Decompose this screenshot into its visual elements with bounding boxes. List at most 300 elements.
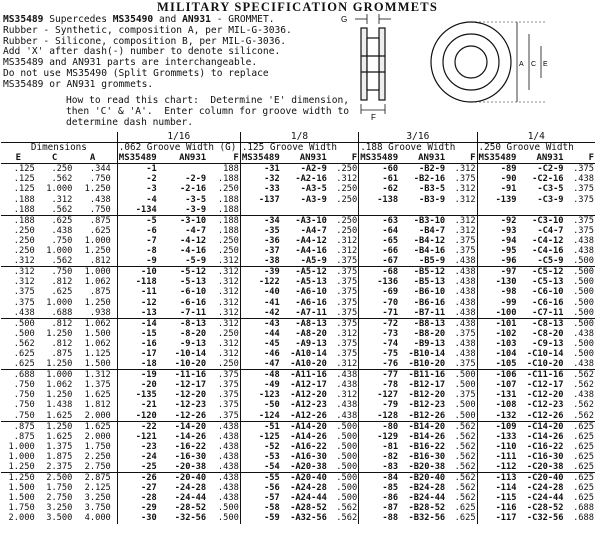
groove-f: .500 (454, 410, 476, 421)
an-part: -C4-7 (537, 225, 564, 236)
dim-e: .625 (13, 348, 35, 359)
howto-line: How to read this chart: Determine 'E' dimension, (66, 95, 350, 106)
an-part: -20-40 (158, 473, 207, 484)
an-part: -A11-16 (281, 370, 328, 381)
ms-dash: -15 (117, 329, 157, 339)
groove-f: .438 (446, 267, 477, 278)
ms-dash: -127 (359, 390, 399, 400)
size-3-16: 3/16 (359, 132, 477, 143)
ms-dash: -108 (477, 400, 517, 410)
ms-dash: -123 (240, 390, 280, 400)
groove-f: .500 (336, 462, 358, 472)
ms-dash: -46 (240, 349, 280, 359)
ms-dash: -27 (117, 483, 157, 493)
dim-e: .375 (13, 297, 35, 308)
groove-f: .312 (446, 164, 477, 175)
groove-f: .562 (336, 513, 358, 524)
an-part: -A24-44 (290, 493, 327, 504)
an-part: -A8-13 (281, 318, 328, 329)
ms-dash: -63 (359, 215, 399, 226)
table-row (1, 318, 595, 329)
table-row (1, 411, 595, 422)
ms-dash: -130 (477, 277, 517, 287)
groove-f: .375 (328, 267, 359, 278)
dim-e: .562 (13, 338, 35, 349)
an-part: -B28-52 (408, 503, 446, 514)
ms-dash: -76 (359, 359, 399, 370)
an-part (281, 205, 328, 216)
groove-f: .312 (454, 225, 476, 236)
ms-dash: -85 (359, 483, 399, 493)
dim-e: 1.250 (1, 473, 36, 484)
table-row (1, 473, 595, 484)
groove-f (565, 205, 595, 216)
ms-dash: -92 (477, 215, 517, 226)
dim-e: .750 (13, 390, 35, 401)
col-an: AN931 (418, 153, 446, 164)
an-part: -A12-23 (290, 400, 327, 411)
groove-f: .438 (336, 380, 358, 391)
an-part: -9-13 (180, 338, 207, 349)
an-part: -A20-38 (290, 462, 327, 472)
ms-dash: -18 (117, 359, 157, 370)
an-part: -A4-12 (295, 235, 327, 246)
groove-f: .500 (573, 307, 594, 318)
groove-f: .312 (336, 359, 358, 370)
groove-f: .562 (573, 410, 594, 421)
dim-c: .812 (51, 277, 73, 288)
an-part: -24-28 (174, 483, 207, 494)
dim-c: 1.062 (46, 380, 73, 391)
ms-dash: -66 (359, 246, 399, 256)
an-part: -C2-9 (517, 164, 564, 175)
groove-f: .312 (336, 174, 358, 185)
groove-f: .500 (573, 256, 594, 267)
ms-dash: -55 (240, 473, 280, 484)
col-c: C (51, 153, 58, 164)
an-part: -C9-13 (532, 338, 564, 349)
groove-f: .250 (217, 246, 239, 257)
dim-c: 1.250 (46, 328, 73, 339)
ms-dash: -37 (240, 246, 280, 256)
ms-dash: -23 (117, 442, 157, 452)
dim-a: 1.000 (73, 267, 117, 278)
col-an: AN931 (299, 153, 327, 164)
dim-c: .312 (51, 194, 73, 205)
an-part: -A28-52 (290, 503, 327, 514)
groove-f: .250 (217, 359, 239, 370)
ms-dash: -19 (117, 370, 157, 381)
dim-a: 1.250 (84, 297, 111, 308)
groove-f: .500 (565, 318, 595, 329)
col-ms: MS35489 (478, 153, 517, 164)
groove-f: .250 (328, 164, 359, 175)
table-row (1, 462, 595, 473)
an-part: -14-20 (158, 421, 207, 432)
ms-dash: -97 (477, 267, 517, 278)
groove-f: .438 (207, 421, 240, 432)
ms-dash: -117 (477, 513, 517, 523)
an-part: -20-38 (174, 462, 207, 472)
an-part: -A4-7 (300, 225, 327, 236)
ms-dash: -10 (117, 267, 157, 278)
groove-f: .375 (336, 338, 358, 349)
table-row (1, 493, 595, 503)
groove-f: .375 (454, 390, 476, 401)
dim-e: .188 (1, 215, 36, 226)
table-row (1, 442, 595, 452)
ms-dash: -70 (359, 298, 399, 308)
an-part: -B14-26 (408, 431, 446, 442)
groove-width-heading: .250 Groove Width (477, 143, 595, 154)
groove-f: .375 (217, 410, 239, 421)
groove-f: .188 (217, 174, 239, 185)
ms-dash: -129 (359, 432, 399, 442)
an-part: -32-56 (174, 513, 207, 524)
groove-f: .500 (336, 441, 358, 452)
ms-dash: -53 (240, 452, 280, 462)
ms-dash: -122 (240, 277, 280, 287)
table-row (1, 503, 595, 513)
ms-dash: -51 (240, 421, 280, 432)
groove-f: .625 (565, 473, 595, 484)
an-part: -5-9 (185, 256, 207, 267)
ms-dash: -5 (117, 215, 157, 226)
an-part: -B10-14 (408, 348, 446, 359)
ms-dash: -109 (477, 421, 517, 432)
col-ms: MS35489 (360, 153, 399, 164)
dim-e: 2.000 (8, 513, 35, 524)
table-row (1, 390, 595, 400)
ms-dash: -38 (240, 256, 280, 267)
an-part: -14-26 (174, 431, 207, 442)
an-part: -5-13 (180, 277, 207, 288)
groove-f: .375 (565, 215, 595, 226)
groove-f: .438 (207, 473, 240, 484)
an-part: -C6-10 (532, 287, 564, 298)
an-part (517, 205, 564, 216)
dim-a: .750 (89, 174, 111, 185)
an-part: -C7-11 (532, 307, 564, 318)
ms-dash: -7 (117, 236, 157, 246)
ms-dash: -12 (117, 298, 157, 308)
ms-dash: -52 (240, 442, 280, 452)
dim-e: .312 (13, 277, 35, 288)
dim-a: 1.062 (84, 338, 111, 349)
groove-f (328, 205, 359, 216)
ms-dash: -33 (240, 184, 280, 194)
groove-f: .438 (454, 277, 476, 288)
an-part: -A16-30 (290, 451, 327, 462)
groove-f: .438 (446, 318, 477, 329)
dim-a: 1.625 (84, 390, 111, 401)
an-part: -C12-26 (526, 410, 564, 421)
groove-f: .375 (336, 256, 358, 267)
groove-f: .375 (454, 235, 476, 246)
an-part: -A7-11 (295, 307, 327, 318)
dim-c: 3.500 (46, 513, 73, 524)
dim-e: .312 (1, 267, 36, 278)
an-part: -3-5 (185, 194, 207, 205)
note-text: - GROMMET. (210, 14, 275, 25)
groove-f: .375 (454, 174, 476, 185)
ms-dash: -118 (117, 277, 157, 287)
ms-dash: -20 (117, 380, 157, 390)
ms-dash: -125 (240, 432, 280, 442)
dim-e: 1.500 (8, 493, 35, 504)
label-f: F (371, 113, 376, 122)
ms-dash: -81 (359, 442, 399, 452)
grommet-spec-table (1, 132, 595, 524)
groove-f: .375 (336, 297, 358, 308)
groove-f: .500 (454, 380, 476, 391)
dim-a: 1.000 (84, 235, 111, 246)
ms-dash: -136 (359, 277, 399, 287)
ms-dash: -54 (240, 462, 280, 473)
dim-c: 1.250 (46, 359, 73, 370)
ms-dash: -4 (117, 195, 157, 205)
an-part: -C11-16 (517, 370, 564, 381)
groove-f: .438 (217, 441, 239, 452)
an-part: -B32-56 (408, 513, 446, 524)
dim-a: 3.250 (84, 493, 111, 504)
an-part: -7-11 (180, 307, 207, 318)
groove-f: .500 (328, 421, 359, 432)
an-part: -2-16 (180, 184, 207, 195)
ms-dash: -135 (117, 390, 157, 400)
dim-c: .438 (51, 225, 73, 236)
an-part: -5-12 (158, 267, 207, 278)
dim-a: 1.062 (73, 318, 117, 329)
an-part (399, 205, 446, 216)
ms-dash: -49 (240, 380, 280, 390)
groove-f: .500 (573, 277, 594, 288)
note-an931: AN931 (182, 14, 211, 25)
an-part: -12-23 (174, 400, 207, 411)
groove-width-heading: .188 Groove Width (359, 143, 477, 154)
dim-a: 1.812 (84, 400, 111, 411)
groove-f: .375 (573, 225, 594, 236)
ms-dash: -74 (359, 339, 399, 349)
ms-dash: -103 (477, 339, 517, 349)
table-row (1, 246, 595, 256)
groove-f: .312 (207, 267, 240, 278)
label-c: C (531, 61, 537, 68)
groove-f: .312 (446, 215, 477, 226)
dim-e: .500 (13, 328, 35, 339)
an-part: -12-26 (174, 410, 207, 421)
groove-f: .438 (454, 256, 476, 267)
table-row (1, 205, 595, 216)
table-row (1, 329, 595, 339)
ms-dash: -26 (117, 473, 157, 484)
dim-c: .625 (51, 287, 73, 298)
an-part: -16-22 (174, 441, 207, 452)
an-part: -A12-20 (290, 390, 327, 401)
an-part: -C5-13 (532, 277, 564, 288)
ms-dash: -25 (117, 462, 157, 473)
ms-dash: -34 (240, 215, 280, 226)
size-1-8: 1/8 (240, 132, 358, 143)
an-part: -4-12 (180, 235, 207, 246)
groove-f: .500 (336, 451, 358, 462)
groove-f: .500 (328, 473, 359, 484)
table-row (1, 184, 595, 194)
groove-f: .375 (328, 318, 359, 329)
dim-e: 1.250 (8, 462, 35, 472)
ms-dash: -115 (477, 493, 517, 503)
dim-c: 2.750 (46, 493, 73, 504)
note-line: Rubber - Silicone, composition B, per MIL-G-3036. (3, 35, 287, 47)
an-part: -B4-7 (419, 225, 446, 236)
an-part: -C5-12 (517, 267, 564, 278)
groove-f: .312 (217, 348, 239, 359)
spec-notes (3, 15, 292, 91)
ms-dash: -47 (240, 359, 280, 370)
table-row (1, 432, 595, 442)
an-part: -C32-56 (526, 513, 564, 524)
ms-dash: -100 (477, 308, 517, 319)
an-part: -A14-26 (290, 431, 327, 442)
groove-f: .625 (573, 451, 594, 462)
table-row (1, 380, 595, 390)
dim-c: 1.625 (46, 410, 73, 421)
ms-dash: -35 (240, 226, 280, 236)
groove-f: .562 (446, 473, 477, 484)
groove-f: .375 (454, 328, 476, 339)
ms-dash: -93 (477, 226, 517, 236)
groove-f: .438 (454, 297, 476, 308)
ms-dash: -14 (117, 318, 157, 329)
ms-dash: -41 (240, 298, 280, 308)
an-part: -C8-13 (517, 318, 564, 329)
ms-dash: -17 (117, 349, 157, 359)
ms-dash: -36 (240, 236, 280, 246)
an-part: -A3-9 (300, 194, 327, 205)
groove-f: .688 (573, 503, 594, 514)
dim-a: .625 (89, 225, 111, 236)
ms-dash: -106 (477, 370, 517, 381)
dim-c: 1.000 (46, 184, 73, 195)
groove-f: .250 (217, 328, 239, 339)
an-part: -6-16 (180, 297, 207, 308)
dim-a: 2.000 (84, 410, 111, 421)
an-part: -A24-28 (290, 483, 327, 494)
dim-e: 1.750 (8, 503, 35, 514)
ms-dash: -67 (359, 256, 399, 267)
dim-a: 1.625 (73, 421, 117, 432)
table-row (1, 287, 595, 297)
groove-f: .250 (217, 184, 239, 195)
groove-f: .438 (573, 328, 594, 339)
ms-dash: -40 (240, 287, 280, 297)
groove-f: .438 (217, 493, 239, 504)
groove-f: .625 (573, 493, 594, 504)
an-part: -C24-44 (526, 493, 564, 504)
an-part: -C4-12 (532, 235, 564, 246)
dim-c: 1.625 (46, 431, 73, 442)
an-part: -B10-20 (408, 359, 446, 370)
groove-f: .562 (454, 462, 476, 472)
an-part: -A12-17 (290, 380, 327, 391)
table-row (1, 195, 595, 205)
dim-a: 4.000 (84, 513, 111, 524)
dim-a: 1.500 (84, 328, 111, 339)
ms-dash: -65 (359, 236, 399, 246)
ms-dash: -134 (117, 205, 157, 216)
ms-dash (359, 205, 399, 216)
groove-f: .562 (454, 483, 476, 494)
dim-c: 1.875 (46, 451, 73, 462)
ms-dash: -112 (477, 462, 517, 473)
ms-dash: -72 (359, 318, 399, 329)
an-part: -A9-13 (295, 338, 327, 349)
dim-e: .375 (13, 287, 35, 298)
ms-dash: -131 (477, 390, 517, 400)
groove-f: .625 (573, 483, 594, 494)
ms-dash: -128 (359, 411, 399, 422)
ms-dash: -64 (359, 226, 399, 236)
ms-dash: -57 (240, 493, 280, 503)
dim-c: 1.750 (46, 483, 73, 494)
ms-dash: -44 (240, 329, 280, 339)
ms-dash: -124 (240, 411, 280, 422)
groove-f (446, 205, 477, 216)
an-part: -B24-28 (408, 483, 446, 494)
ms-dash: -133 (477, 432, 517, 442)
dim-a: 1.500 (84, 359, 111, 370)
ms-dash: -42 (240, 308, 280, 319)
howto-line: determine dash number. (66, 116, 194, 128)
ms-dash: -30 (117, 513, 157, 523)
groove-f: .562 (454, 431, 476, 442)
an-part: -C20-40 (517, 473, 564, 484)
note-line: MS35489 and AN931 parts are interchangeable. (3, 57, 258, 69)
dim-e: .750 (13, 410, 35, 421)
groove-f: .375 (336, 307, 358, 318)
table-row (1, 236, 595, 246)
note-line: Do not use MS35490 (Split Grommets) to replace (3, 67, 269, 79)
dim-a: 1.750 (84, 441, 111, 452)
groove-f: .312 (217, 307, 239, 318)
table-row (1, 256, 595, 267)
groove-f: .562 (573, 400, 594, 411)
how-to-read (66, 96, 349, 128)
groove-f: .250 (328, 215, 359, 226)
label-e: E (543, 61, 548, 68)
an-part: -2-9 (185, 174, 207, 185)
groove-width-heading: .062 Groove Width (G) (117, 143, 240, 154)
groove-f: .375 (454, 359, 476, 370)
groove-f: .312 (217, 277, 239, 288)
ms-dash: -95 (477, 246, 517, 256)
an-part: -C16-22 (526, 441, 564, 452)
an-part: -B5-12 (399, 267, 446, 278)
an-part: -B6-10 (413, 287, 446, 298)
col-an: AN931 (536, 153, 564, 164)
dim-a: 1.250 (84, 184, 111, 195)
ms-dash: -77 (359, 370, 399, 381)
an-part: -B12-17 (408, 380, 446, 391)
table-row (1, 513, 595, 523)
ms-dash: -89 (477, 164, 517, 175)
dim-a: 2.000 (84, 431, 111, 442)
dim-e: 1.000 (8, 451, 35, 462)
an-part: -16-30 (174, 451, 207, 462)
an-part: -C3-10 (517, 215, 564, 226)
grommet-diagram (335, 6, 585, 124)
an-part: -4-16 (180, 246, 207, 257)
